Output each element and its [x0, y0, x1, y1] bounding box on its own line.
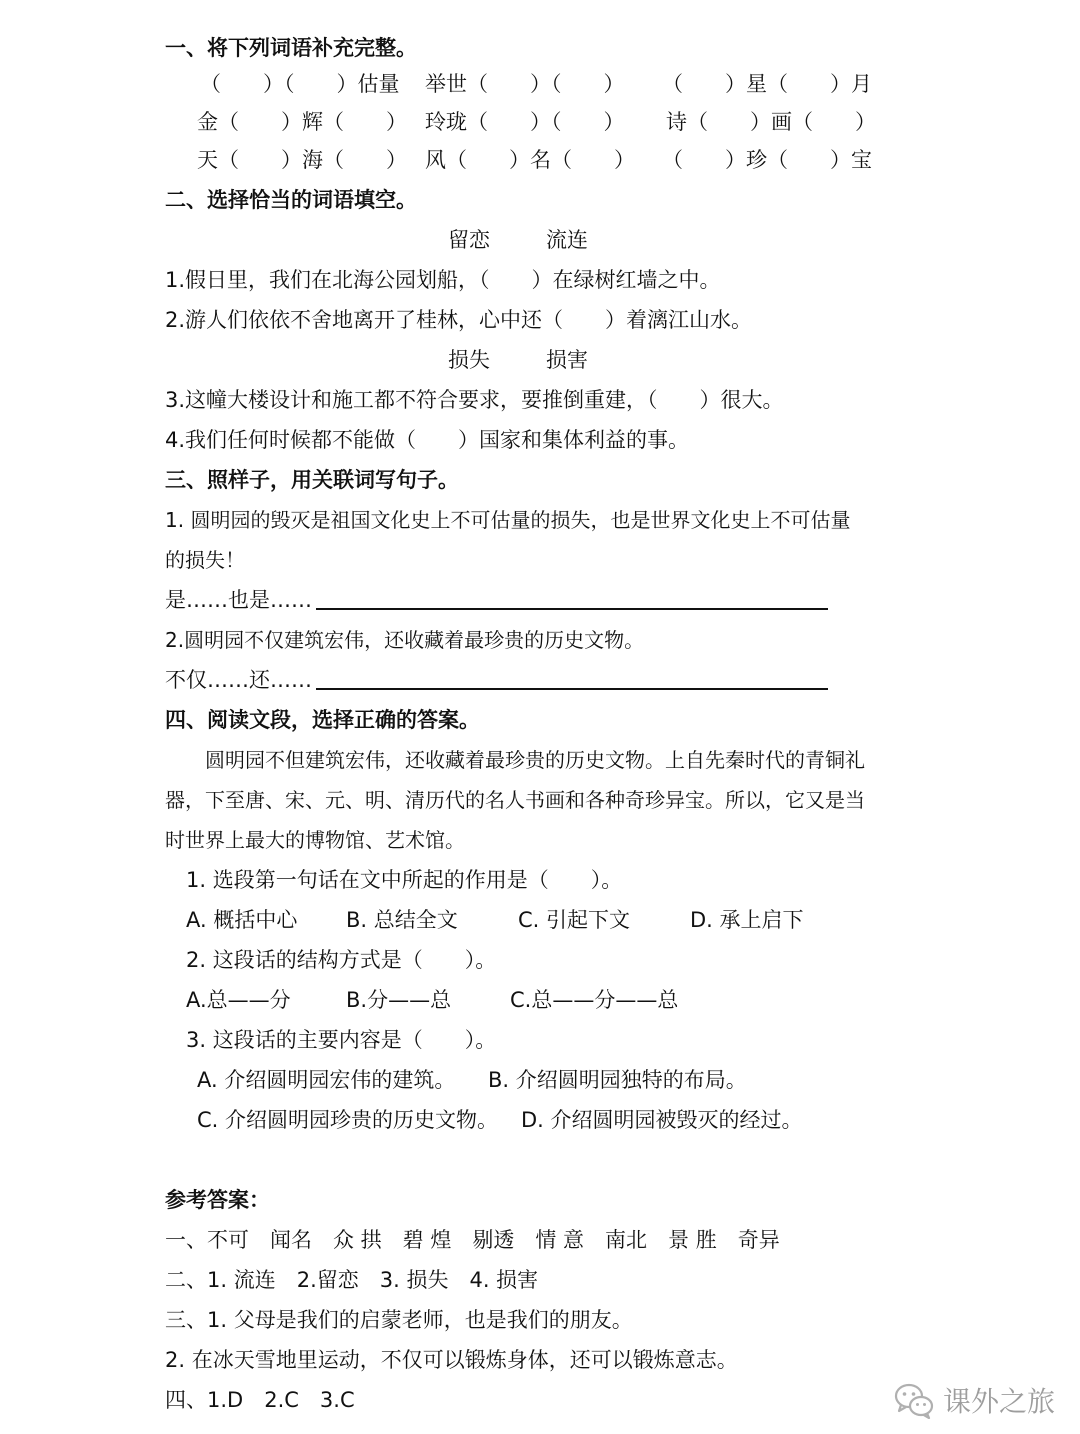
answer-4: 四、1.D 2.C 3.C — [165, 1388, 355, 1412]
answer-2: 二、1. 流连 2.留恋 3. 损失 4. 损害 — [165, 1268, 539, 1292]
s4-q1-option-a: A. 概括中心 — [186, 908, 298, 932]
watermark — [893, 1378, 1055, 1422]
s4-q2-option-b: B.分——总 — [346, 988, 452, 1012]
s4-q3-option-d: D. 介绍圆明园被毁灭的经过。 — [521, 1108, 803, 1132]
word-choice-2b: 损害 — [546, 348, 588, 372]
s1-r3-c3: （ ）珍（ ）宝 — [662, 148, 872, 172]
word-choice-1a: 留恋 — [448, 228, 490, 252]
watermark-text: 课外之旅 — [943, 1385, 1056, 1418]
answer-1: 一、不可 闻名 众 拱 碧 煌 剔透 情 意 南北 景 胜 奇异 — [165, 1228, 780, 1252]
s4-q2-option-c: C.总——分——总 — [510, 988, 679, 1012]
section-1-title: 一、将下列词语补充完整。 — [165, 36, 417, 60]
s1-r1-c3: （ ）星（ ）月 — [662, 72, 872, 96]
section-4-title: 四、阅读文段，选择正确的答案。 — [165, 708, 480, 732]
s1-r3-c1: 天（ ）海（ ） — [197, 148, 407, 172]
s4-q1-option-c: C. 引起下文 — [518, 908, 631, 932]
word-choice-1b: 流连 — [546, 228, 588, 252]
s2-question-1: 1.假日里，我们在北海公园划船，（ ）在绿树红墙之中。 — [165, 268, 721, 292]
s1-r1-c1: （ ）（ ）估量 — [200, 72, 400, 96]
s3-question-2: 2.圆明园不仅建筑宏伟，还收藏着最珍贵的历史文物。 — [165, 628, 645, 652]
wechat-icon — [893, 1381, 935, 1419]
section-2-title: 二、选择恰当的词语填空。 — [165, 188, 417, 212]
passage-line-1: 圆明园不但建筑宏伟，还收藏着最珍贵的历史文物。上自先秦时代的青铜礼 — [165, 748, 865, 772]
answer-line-1[interactable] — [316, 608, 828, 610]
s3-question-1-line2: 的损失！ — [165, 548, 245, 572]
s2-question-4: 4.我们任何时候都不能做（ ）国家和集体利益的事。 — [165, 428, 690, 452]
s4-q3-option-c: C. 介绍圆明园珍贵的历史文物。 — [197, 1108, 499, 1132]
s3-pattern-1: 是……也是…… — [165, 588, 312, 612]
s4-question-3: 3. 这段话的主要内容是（ ）。 — [186, 1028, 497, 1052]
s4-question-1: 1. 选段第一句话在文中所起的作用是（ ）。 — [186, 868, 623, 892]
answers-title: 参考答案： — [165, 1188, 270, 1212]
s4-q2-option-a: A.总——分 — [186, 988, 291, 1012]
s4-question-2: 2. 这段话的结构方式是（ ）。 — [186, 948, 497, 972]
s1-r2-c3: 诗（ ）画（ ） — [666, 110, 876, 134]
s4-q3-option-b: B. 介绍圆明园独特的布局。 — [488, 1068, 747, 1092]
s4-q3-option-a: A. 介绍圆明园宏伟的建筑。 — [197, 1068, 456, 1092]
s1-r1-c2: 举世（ ）（ ） — [425, 72, 625, 96]
s1-r2-c1: 金（ ）辉（ ） — [197, 110, 407, 134]
answer-3-2: 2. 在冰天雪地里运动，不仅可以锻炼身体，还可以锻炼意志。 — [165, 1348, 738, 1372]
s2-question-2: 2.游人们依依不舍地离开了桂林，心中还（ ）着漓江山水。 — [165, 308, 753, 332]
s3-question-1-line1: 1. 圆明园的毁灭是祖国文化史上不可估量的损失，也是世界文化史上不可估量 — [165, 508, 851, 532]
s1-r3-c2: 风（ ）名（ ） — [425, 148, 635, 172]
passage-line-3: 时世界上最大的博物馆、艺术馆。 — [165, 828, 465, 852]
s2-question-3: 3.这幢大楼设计和施工都不符合要求，要推倒重建，（ ）很大。 — [165, 388, 784, 412]
s3-pattern-2: 不仅……还…… — [165, 668, 312, 692]
s1-r2-c2: 玲珑（ ）（ ） — [425, 110, 625, 134]
passage-line-2: 器，下至唐、宋、元、明、清历代的名人书画和各种奇珍异宝。所以，它又是当 — [165, 788, 865, 812]
s4-q1-option-d: D. 承上启下 — [690, 908, 804, 932]
answer-line-2[interactable] — [316, 688, 828, 690]
s4-q1-option-b: B. 总结全文 — [346, 908, 458, 932]
answer-3-1: 三、1. 父母是我们的启蒙老师，也是我们的朋友。 — [165, 1308, 633, 1332]
section-3-title: 三、照样子，用关联词写句子。 — [165, 468, 459, 492]
word-choice-2a: 损失 — [448, 348, 490, 372]
